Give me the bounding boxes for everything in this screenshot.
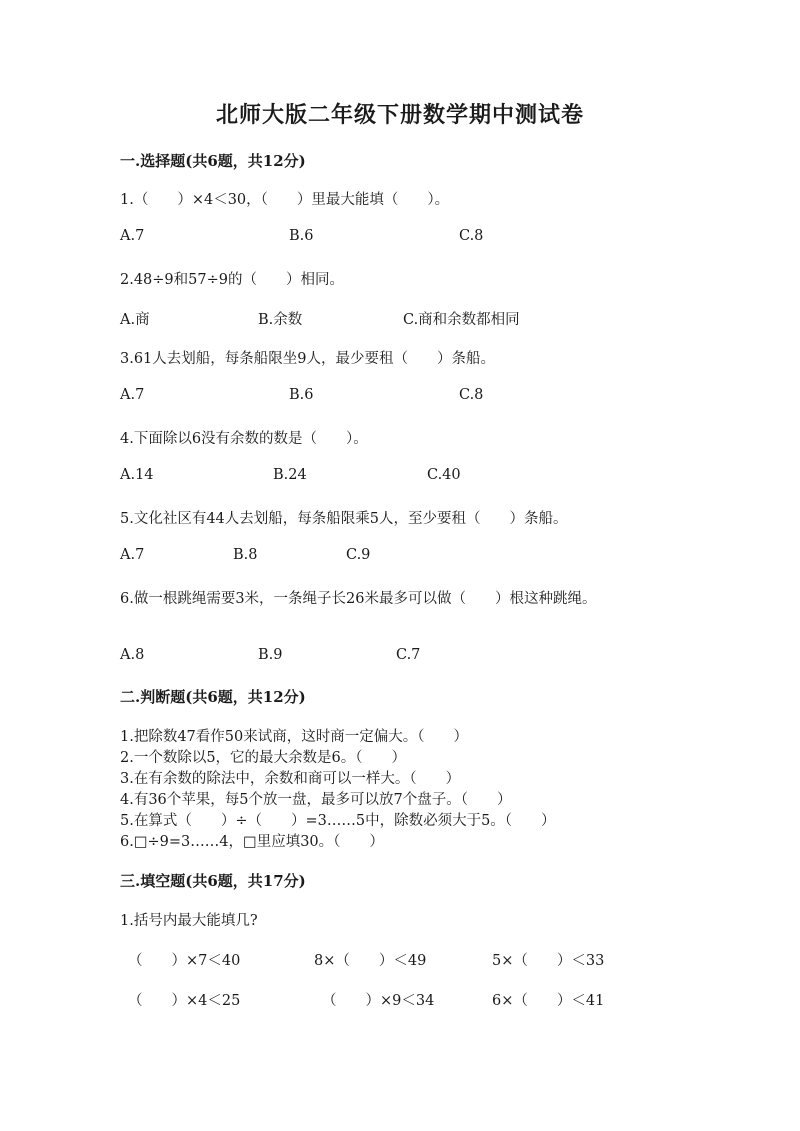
judgement-item-3: 3.在有余数的除法中，余数和商可以一样大。（ ） (120, 771, 461, 787)
choice-question-5: 5.文化社区有44人去划船，每条船限乘5人，至少要租（ ）条船。 (120, 511, 568, 527)
choice-option: A.商 (120, 312, 150, 328)
choice-option: B.8 (233, 547, 258, 563)
judgement-item-2: 2.一个数除以5，它的最大余数是6。（ ） (120, 750, 407, 766)
choice-question-1: 1.（ ）×4＜30，（ ）里最大能填（ ）。 (120, 192, 450, 208)
fill-expression: 5×（ ）＜33 (492, 953, 605, 969)
choice-option: B.余数 (258, 312, 303, 328)
fill-expression: （ ）×4＜25 (128, 993, 241, 1009)
choice-option: A.7 (120, 228, 145, 244)
judgement-item-4: 4.有36个苹果，每5个放一盘，最多可以放7个盘子。（ ） (120, 792, 512, 808)
fill-expression: 6×（ ）＜41 (492, 993, 605, 1009)
choice-question-2: 2.48÷9和57÷9的（ ）相同。 (120, 272, 344, 288)
section-heading-fill-in: 三.填空题(共6题，共17分) (120, 872, 306, 890)
choice-option: C.7 (396, 647, 421, 663)
choice-option: C.商和余数都相同 (403, 312, 520, 328)
choice-option: B.24 (273, 467, 307, 483)
choice-question-4: 4.下面除以6没有余数的数是（ ）。 (120, 431, 368, 447)
choice-option: B.6 (289, 228, 314, 244)
choice-option: C.40 (427, 467, 461, 483)
fill-expression: 8×（ ）＜49 (314, 953, 427, 969)
fill-question-1: 1.括号内最大能填几? (120, 913, 258, 929)
choice-option: C.8 (459, 387, 484, 403)
choice-option: B.6 (289, 387, 314, 403)
choice-option: A.7 (120, 547, 145, 563)
choice-question-3: 3.61人去划船，每条船限坐9人，最少要租（ ）条船。 (120, 351, 496, 367)
choice-option: A.14 (120, 467, 154, 483)
judgement-item-5: 5.在算式（ ）÷（ ）=3……5中，除数必须大于5。（ ） (120, 813, 556, 829)
choice-option: B.9 (258, 647, 283, 663)
section-heading-judgement: 二.判断题(共6题，共12分) (120, 688, 306, 706)
choice-option: A.7 (120, 387, 145, 403)
judgement-item-1: 1.把除数47看作50来试商，这时商一定偏大。（ ） (120, 729, 468, 745)
choice-option: A.8 (120, 647, 145, 663)
choice-question-6: 6.做一根跳绳需要3米，一条绳子长26米最多可以做（ ）根这种跳绳。 (120, 591, 597, 607)
choice-option: C.8 (459, 228, 484, 244)
judgement-item-6: 6.□÷9=3……4，□里应填30。（ ） (120, 834, 384, 850)
fill-expression: （ ）×9＜34 (322, 993, 435, 1009)
page-title: 北师大版二年级下册数学期中测试卷 (215, 102, 584, 128)
section-heading-choice: 一.选择题(共6题，共12分) (120, 152, 306, 170)
fill-expression: （ ）×7＜40 (128, 953, 241, 969)
choice-option: C.9 (346, 547, 371, 563)
